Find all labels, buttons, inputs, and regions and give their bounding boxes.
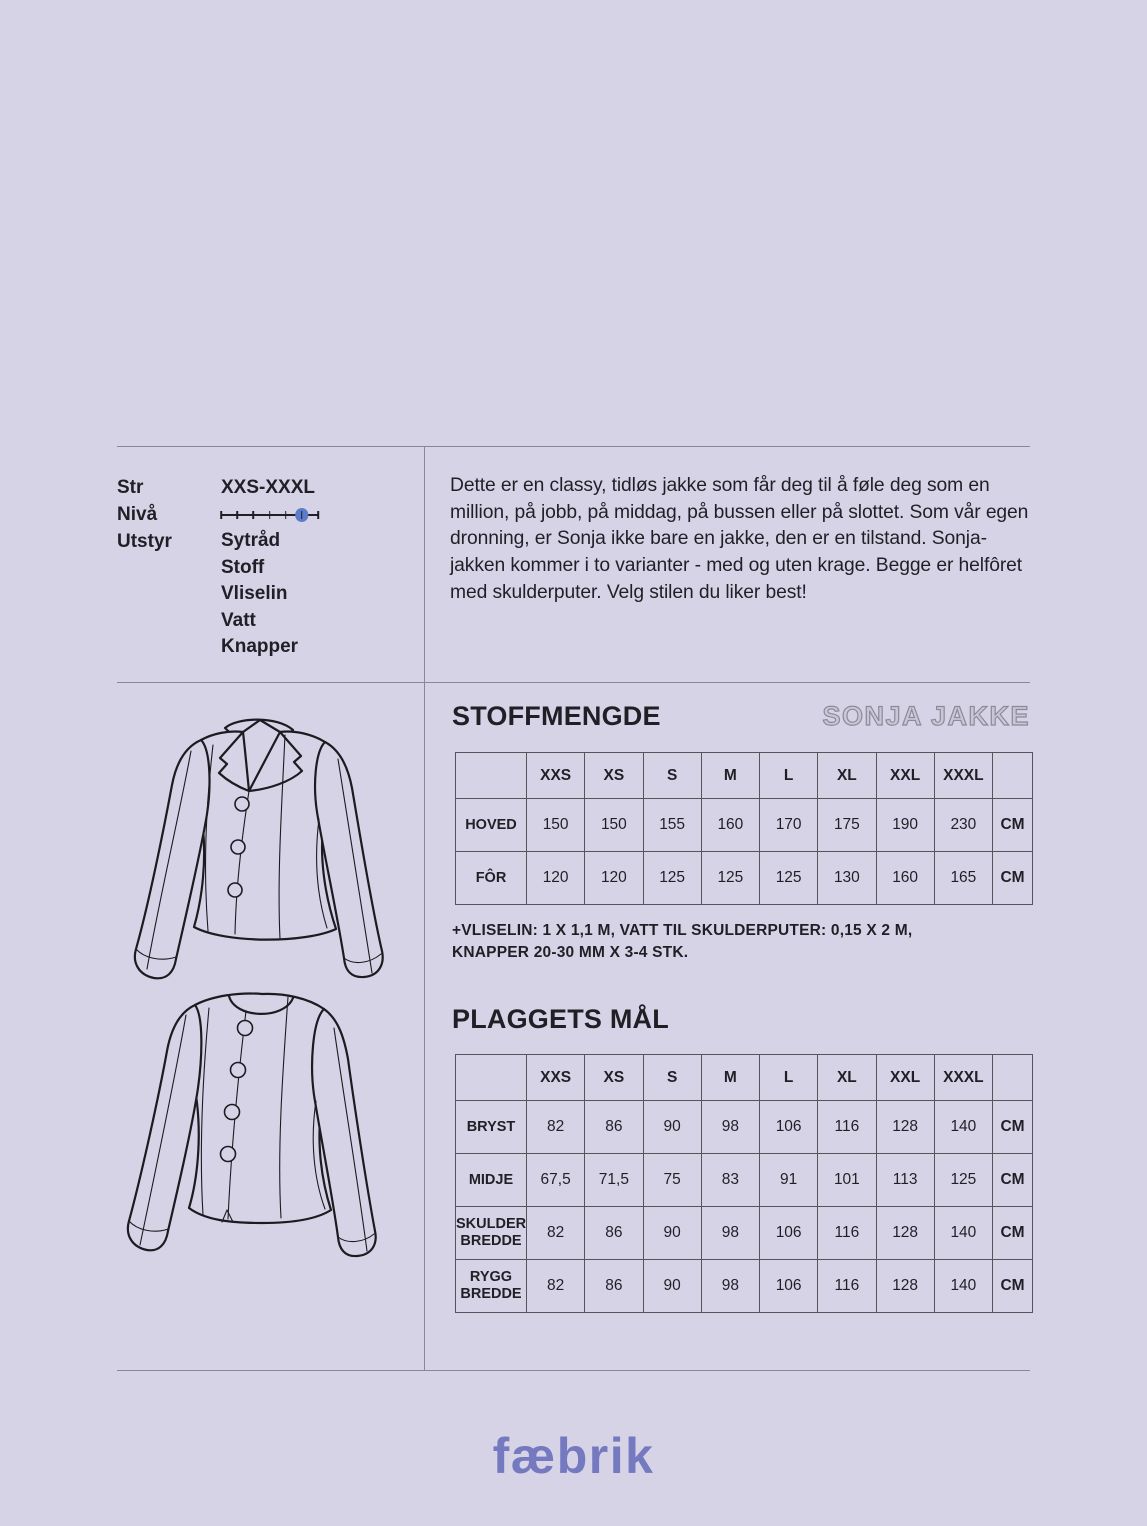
measurements-section-title: PLAGGETS MÅL	[452, 1004, 669, 1034]
size-column-header: M	[701, 753, 759, 799]
table-row	[456, 1101, 1033, 1154]
product-title: SONJA JAKKE	[822, 701, 1030, 731]
left-sleeve	[135, 740, 210, 978]
size-column-header: XXXL	[934, 753, 992, 799]
size-label: Str	[117, 477, 144, 498]
value-cell: 75	[643, 1154, 701, 1207]
size-column-header: XXL	[876, 753, 934, 799]
button	[235, 797, 249, 811]
value-cell: 128	[876, 1207, 934, 1260]
level-row	[117, 501, 318, 528]
value-cell: 106	[760, 1207, 818, 1260]
value-cell: 82	[527, 1101, 585, 1154]
value-cell: 86	[585, 1260, 643, 1313]
equipment-item: Knapper	[221, 636, 299, 657]
value-cell: 160	[701, 799, 759, 852]
size-column-header: L	[760, 1055, 818, 1101]
level-tick	[236, 511, 238, 519]
value-cell: 160	[876, 852, 934, 905]
value-cell: 67,5	[527, 1154, 585, 1207]
value-cell: 230	[934, 799, 992, 852]
level-tick	[285, 511, 287, 519]
button	[231, 1063, 246, 1078]
unit-cell: CM	[993, 852, 1033, 905]
button	[221, 1147, 236, 1162]
value-cell: 140	[934, 1260, 992, 1313]
value-cell: 98	[701, 1207, 759, 1260]
value-cell: 150	[527, 799, 585, 852]
equipment-item: Stoff	[221, 556, 265, 578]
right-sleeve	[315, 742, 383, 977]
faebrik-logo: fæbrik	[492, 1428, 655, 1484]
level-tick	[317, 511, 319, 519]
row-label-cell: HOVED	[456, 799, 527, 852]
table-row	[456, 1207, 1033, 1260]
table-corner-cell	[456, 753, 527, 799]
value-cell: 98	[701, 1260, 759, 1313]
row-label-cell: RYGG BREDDE	[456, 1260, 527, 1313]
value-cell: 125	[643, 852, 701, 905]
value-cell: 90	[643, 1101, 701, 1154]
value-cell: 140	[934, 1207, 992, 1260]
fabric-note	[452, 920, 912, 963]
size-header-row	[456, 753, 1033, 799]
button	[228, 883, 242, 897]
equipment-item: Sytråd	[221, 530, 281, 551]
button	[231, 840, 245, 854]
value-cell: 140	[934, 1101, 992, 1154]
size-column-header: XS	[585, 1055, 643, 1101]
value-cell: 91	[760, 1154, 818, 1207]
table-corner-cell	[456, 1055, 527, 1101]
table-corner-cell	[993, 753, 1033, 799]
value-cell: 86	[585, 1207, 643, 1260]
fabric-note-line1: +VLISELIN: 1 X 1,1 M, VATT TIL SKULDERPUTER: 0,15 X 2 M,	[452, 922, 913, 939]
value-cell: 113	[876, 1154, 934, 1207]
collarless-jacket-illustration	[112, 983, 412, 1265]
value-cell: 125	[701, 852, 759, 905]
value-cell: 116	[818, 1101, 876, 1154]
value-cell: 90	[643, 1207, 701, 1260]
divider-middle	[117, 682, 1030, 683]
value-cell: 120	[585, 852, 643, 905]
level-tick	[220, 511, 222, 519]
size-header-row	[456, 1055, 1033, 1101]
row-label-cell: FÔR	[456, 852, 527, 905]
value-cell: 82	[527, 1260, 585, 1313]
table-corner-cell	[993, 1055, 1033, 1101]
size-column-header: XXL	[876, 1055, 934, 1101]
value-cell: 82	[527, 1207, 585, 1260]
value-cell: 130	[818, 852, 876, 905]
value-cell: 116	[818, 1260, 876, 1313]
level-tick	[253, 511, 255, 519]
jacket-body	[194, 720, 336, 940]
divider-top	[117, 446, 1030, 447]
size-column-header: XXS	[527, 753, 585, 799]
size-column-header: XXXL	[934, 1055, 992, 1101]
right-sleeve	[312, 1009, 376, 1256]
pattern-info-block	[117, 474, 318, 661]
fabric-note-line2: KNAPPER 20-30 MM X 3-4 STK.	[452, 943, 689, 961]
row-label-cell: SKULDER BREDDE	[456, 1207, 527, 1260]
value-cell: 165	[934, 852, 992, 905]
value-cell: 175	[818, 799, 876, 852]
value-cell: 86	[585, 1101, 643, 1154]
value-cell: 128	[876, 1260, 934, 1313]
value-cell: 116	[818, 1207, 876, 1260]
value-cell: 120	[527, 852, 585, 905]
value-cell: 125	[760, 852, 818, 905]
equipment-row	[117, 528, 318, 661]
value-cell: 170	[760, 799, 818, 852]
unit-cell: CM	[993, 799, 1033, 852]
value-cell: 190	[876, 799, 934, 852]
level-slider	[221, 501, 318, 528]
size-column-header: XL	[818, 1055, 876, 1101]
table-row	[456, 852, 1033, 905]
level-tick	[269, 511, 271, 519]
size-row	[117, 474, 318, 501]
size-column-header: XXS	[527, 1055, 585, 1101]
value-cell: 150	[585, 799, 643, 852]
value-cell: 106	[760, 1101, 818, 1154]
equipment-item: Vliselin	[221, 583, 288, 604]
button	[238, 1021, 253, 1036]
unit-cell: CM	[993, 1154, 1033, 1207]
fabric-section-title: STOFFMENGDE	[452, 701, 661, 731]
equipment-label: Utstyr	[117, 531, 172, 552]
row-label-cell: BRYST	[456, 1101, 527, 1154]
fabric-amount-table	[455, 752, 1033, 905]
value-cell: 101	[818, 1154, 876, 1207]
value-cell: 98	[701, 1101, 759, 1154]
size-value: XXS-XXXL	[221, 477, 315, 498]
table-row	[456, 1260, 1033, 1313]
size-column-header: M	[701, 1055, 759, 1101]
table-row	[456, 1154, 1033, 1207]
size-column-header: S	[643, 753, 701, 799]
value-cell: 155	[643, 799, 701, 852]
level-tick	[301, 511, 303, 519]
value-cell: 90	[643, 1260, 701, 1313]
unit-cell: CM	[993, 1207, 1033, 1260]
equipment-list	[221, 528, 298, 661]
value-cell: 71,5	[585, 1154, 643, 1207]
size-column-header: XS	[585, 753, 643, 799]
product-description: Dette er en classy, tidløs jakke som får deg til å føle deg som en million, på jobb, på middag, på bussen eller på slottet. Som vår egen dronning, er Sonja ikke bare en jakke, den er en tilstand. Sonja-jakken kommer i to varianter - med og uten krage. Begge er helfôret med skulderputer. Velg stilen du liker best!	[450, 475, 1029, 603]
size-column-header: S	[643, 1055, 701, 1101]
level-label: Nivå	[117, 504, 158, 525]
size-column-header: XL	[818, 753, 876, 799]
row-label-cell: MIDJE	[456, 1154, 527, 1207]
value-cell: 128	[876, 1101, 934, 1154]
unit-cell: CM	[993, 1101, 1033, 1154]
button	[225, 1105, 240, 1120]
divider-vertical	[424, 446, 425, 1370]
garment-measurements-table	[455, 1054, 1033, 1313]
size-column-header: L	[760, 753, 818, 799]
table-row	[456, 799, 1033, 852]
value-cell: 106	[760, 1260, 818, 1313]
unit-cell: CM	[993, 1260, 1033, 1313]
divider-bottom	[117, 1370, 1030, 1371]
value-cell: 125	[934, 1154, 992, 1207]
jacket-body	[189, 993, 331, 1223]
jacket-with-collar-illustration	[114, 691, 414, 987]
equipment-item: Vatt	[221, 609, 256, 631]
value-cell: 83	[701, 1154, 759, 1207]
